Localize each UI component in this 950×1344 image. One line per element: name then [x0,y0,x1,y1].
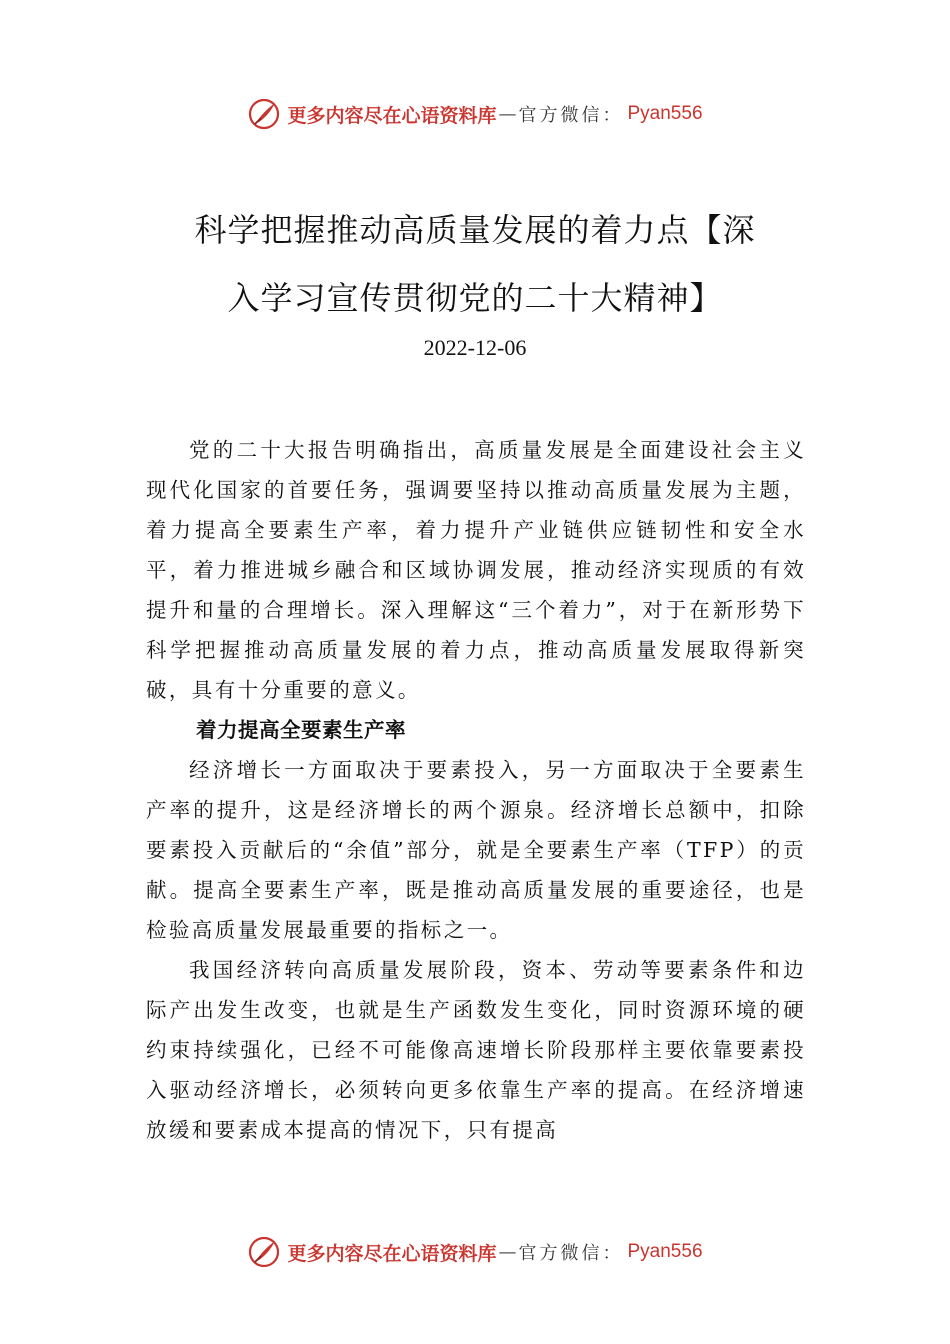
article-title-line-1: 科学把握推动高质量发展的着力点【深 [194,211,756,249]
banner-brand-text: 更多内容尽在心语资料库 [287,1242,497,1265]
article-title-line-2: 入学习宣传贯彻党的二十大精神】 [227,279,723,317]
article-body [146,430,806,1150]
body-paragraph: 党的二十大报告明确指出，高质量发展是全面建设社会主义现代化国家的首要任务，强调要坚持以推动高质量发展为主题，着力提高全要素生产率，着力提升产业链供应链韧性和安全水平，着力推进城乡融合和区域协调发展，推动经济实现质的有效提升和量的合理增长。深入理解这“三个着力”，对于在新形势下科学把握推动高质量发展的着力点，推动高质量发展取得新突破，具有十分重要的意义。 [146,438,806,702]
article-date: 2022-12-06 [423,335,527,360]
quill-logo-icon [247,1235,281,1269]
banner-separator: — [498,1241,517,1263]
banner-brand-text: 更多内容尽在心语资料库 [287,104,497,127]
banner-wechat-id: Pyan556 [627,103,703,124]
banner-separator: — [498,103,517,125]
body-paragraph: 我国经济转向高质量发展阶段，资本、劳动等要素条件和边际产出发生改变，也就是生产函数发生变化，同时资源环境的硬约束持续强化，已经不可能像高速增长阶段那样主要依靠要素投入驱动经济增长，必须转向更多依靠生产率的提高。在经济增速放缓和要素成本提高的情况下，只有提高 [146,958,806,1142]
quill-logo-icon [247,97,281,131]
banner-wechat-label: 官方微信： [518,105,624,126]
banner-wechat-id: Pyan556 [627,1241,703,1262]
body-paragraph: 经济增长一方面取决于要素投入，另一方面取决于全要素生产率的提升，这是经济增长的两个源泉。经济增长总额中，扣除要素投入贡献后的“余值”部分，就是全要素生产率（TFP）的贡献。提高全要素生产率，既是推动高质量发展的重要途径，也是检验高质量发展最重要的指标之一。 [146,758,806,942]
banner-wechat-label: 官方微信： [518,1243,624,1264]
section-heading: 着力提高全要素生产率 [196,718,406,742]
footer-banner [0,1232,950,1272]
article-title [150,196,800,332]
header-banner [0,94,950,134]
